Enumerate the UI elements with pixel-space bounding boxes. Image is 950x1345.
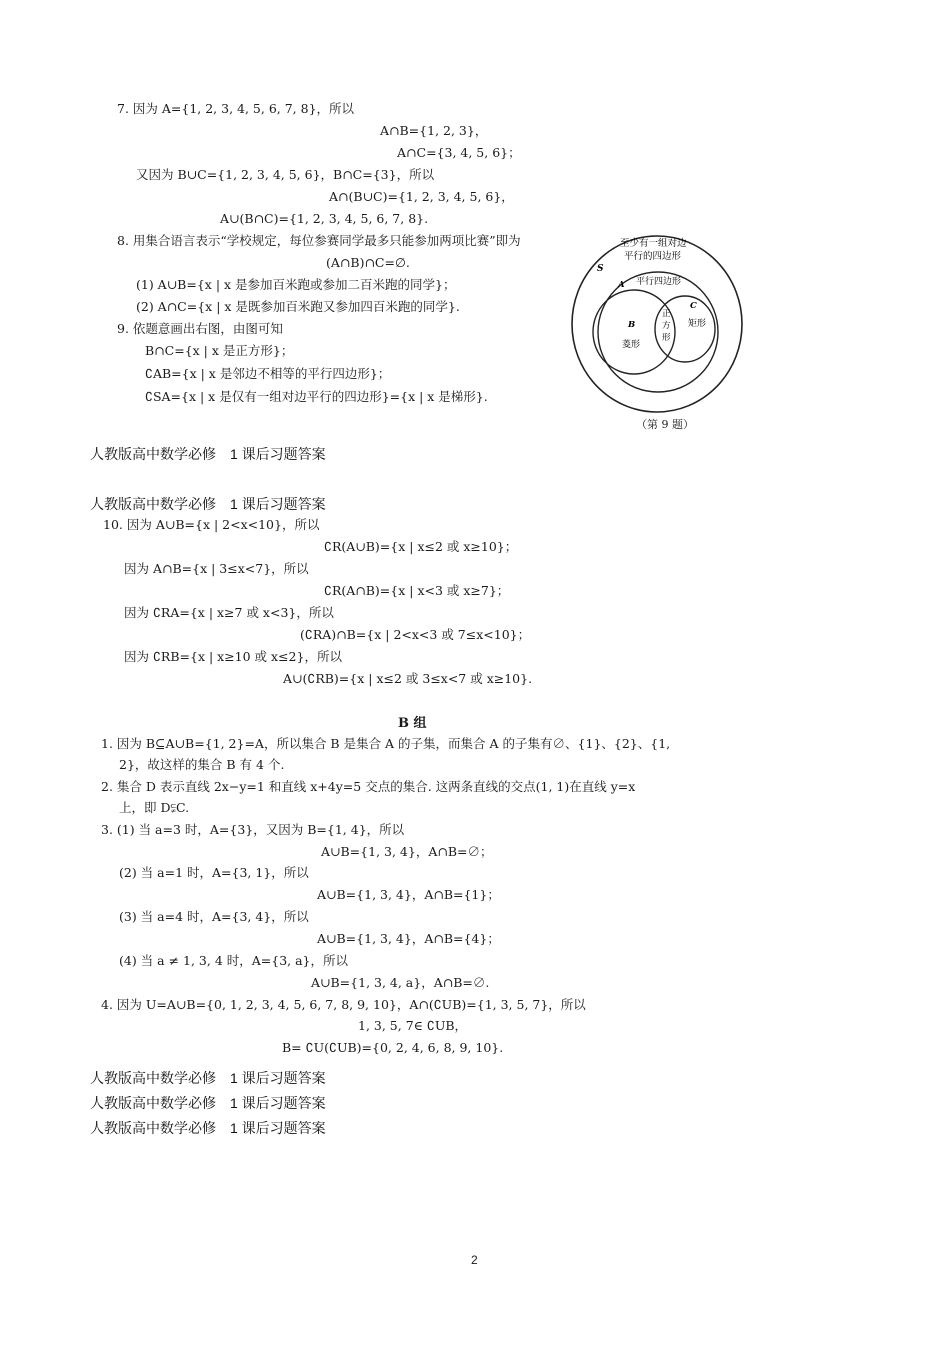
p8-line-4: (2) A∩C={x | x 是既参加百米跑又参加四百米跑的同学}. [136,299,460,314]
venn-square-label-3: 形 [662,333,671,343]
venn-rectangle-label: 矩形 [688,319,707,329]
venn-label-b: B [628,320,636,330]
footer-line-2: 人教版高中数学必修 1 课后习题答案 [90,496,326,512]
b2-line-2: 上，即 D⫋C. [119,800,190,815]
p10-line-7: 因为 ∁RB={x | x≥10 或 x≤2}，所以 [124,649,342,664]
p7-line-2: A∩B={1, 2, 3}， [380,123,488,138]
venn-outer-label-1: 至少有一组对边 [620,238,687,249]
venn-label-c: C [690,301,697,311]
b4-line-1: 4. 因为 U=A∪B={0, 1, 2, 3, 4, 5, 6, 7, 8, 9, 10}，A∩(∁UB)={1, 3, 5, 7}，所以 [101,997,586,1012]
b3-line-6: A∪B={1, 3, 4}，A∩B={4}； [317,931,500,946]
p7-line-5: A∩(B∪C)={1, 2, 3, 4, 5, 6}， [329,189,514,204]
p10-line-2: ∁R(A∪B)={x | x≤2 或 x≥10}； [324,539,518,554]
footer-line-1: 人教版高中数学必修 1 课后习题答案 [90,446,326,462]
page-number: 2 [471,1253,478,1267]
p7-line-1: 7. 因为 A={1, 2, 3, 4, 5, 6, 7, 8}，所以 [117,101,355,116]
venn-outer-label-2: 平行的四边形 [624,251,682,262]
section-b-title: B 组 [398,716,427,731]
venn-parallelogram-label: 平行四边形 [636,277,682,287]
b4-line-2: 1, 3, 5, 7∈ ∁UB， [358,1018,468,1033]
venn-label-a: A [618,280,625,290]
b3-line-7: (4) 当 a ≠ 1, 3, 4 时，A={3, a}，所以 [119,953,349,968]
venn-set-a [598,272,718,392]
p10-line-1: 10. 因为 A∪B={x | 2<x<10}，所以 [103,517,320,532]
p9-line-3: ∁AB={x | x 是邻边不相等的平行四边形}； [145,366,391,381]
venn-set-s [572,236,742,412]
p8-line-1: 8. 用集合语言表示“学校规定，每位参赛同学最多只能参加两项比赛”即为 [117,233,521,248]
venn-set-b [593,290,675,374]
footer-line-3: 人教版高中数学必修 1 课后习题答案 [90,1070,326,1086]
b2-line-1: 2. 集合 D 表示直线 2x−y=1 和直线 x+4y=5 交点的集合. 这两条直线的交点(1, 1)在直线 y=x [101,779,636,794]
venn-svg [570,232,746,422]
p10-line-4: ∁R(A∩B)={x | x<3 或 x≥7}； [324,583,510,598]
p9-line-4: ∁SA={x | x 是仅有一组对边平行的四边形}={x | x 是梯形}. [145,389,488,404]
p10-line-3: 因为 A∩B={x | 3≤x<7}，所以 [124,561,309,576]
b3-line-4: A∪B={1, 3, 4}，A∩B={1}； [317,887,500,902]
p7-line-4: 又因为 B∪C={1, 2, 3, 4, 5, 6}，B∩C={3}，所以 [136,167,435,182]
b1-line-1: 1. 因为 B⊆A∪B={1, 2}=A，所以集合 B 是集合 A 的子集，而集合 A 的子集有∅、{1}、{2}、{1, [101,736,671,751]
footer-line-5: 人教版高中数学必修 1 课后习题答案 [90,1120,326,1136]
b1-line-2: 2}，故这样的集合 B 有 4 个. [119,757,285,772]
b3-line-8: A∪B={1, 3, 4, a}，A∩B=∅. [311,975,490,990]
p10-line-6: (∁RA)∩B={x | 2<x<3 或 7≤x<10}； [300,627,531,642]
p9-line-2: B∩C={x | x 是正方形}； [145,343,294,358]
b3-line-2: A∪B={1, 3, 4}，A∩B=∅； [321,844,493,859]
b4-line-3: B= ∁U(∁UB)={0, 2, 4, 6, 8, 9, 10}. [282,1040,504,1055]
b3-line-5: (3) 当 a=4 时，A={3, 4}，所以 [119,909,309,924]
venn-label-s: S [597,264,604,274]
p10-line-8: A∪(∁RB)={x | x≤2 或 3≤x<7 或 x≥10}. [283,671,533,686]
p8-line-2: (A∩B)∩C=∅. [326,255,410,270]
b3-line-1: 3. (1) 当 a=3 时，A={3}，又因为 B={1, 4}，所以 [101,822,405,837]
footer-line-4: 人教版高中数学必修 1 课后习题答案 [90,1095,326,1111]
figure-caption: （第 9 题） [636,418,694,431]
p7-line-6: A∪(B∩C)={1, 2, 3, 4, 5, 6, 7, 8}. [220,211,429,226]
b3-line-3: (2) 当 a=1 时，A={3, 1}，所以 [119,865,309,880]
venn-square-label-2: 方 [662,321,671,331]
venn-square-label-1: 正 [662,309,671,319]
venn-diagram [570,232,746,422]
p9-line-1: 9. 依题意画出右图，由图可知 [117,321,283,336]
p8-line-3: (1) A∪B={x | x 是参加百米跑或参加二百米跑的同学}； [136,277,456,292]
p7-line-3: A∩C={3, 4, 5, 6}； [397,145,521,160]
p10-line-5: 因为 ∁RA={x | x≥7 或 x<3}，所以 [124,605,334,620]
venn-rhombus-label: 菱形 [622,340,641,350]
